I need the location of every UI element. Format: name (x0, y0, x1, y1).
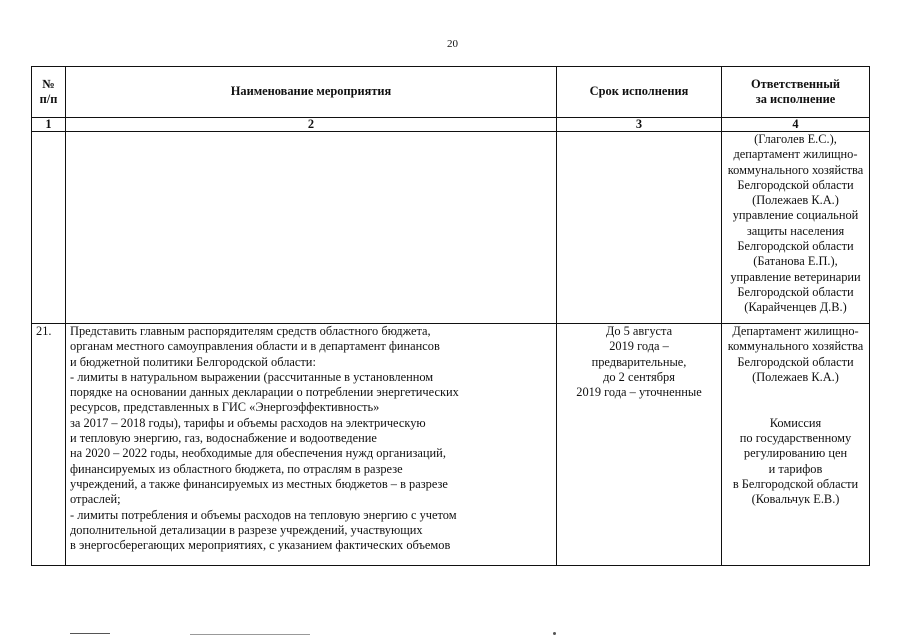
column-number-2: 2 (66, 118, 557, 132)
table-row-21 (32, 324, 870, 566)
header-responsible-line: Ответственный (750, 76, 841, 91)
activities-table (31, 66, 870, 566)
responsible-line: (Батанова Е.П.), (753, 254, 838, 269)
activity-text-line: в энергосберегающих мероприятиях, с указанием фактических объемов (70, 538, 451, 553)
responsible-line: (Полежаев К.А.) (752, 193, 839, 208)
activity-text-line: дополнительной детализации в разрезе учреждений, участвующих (70, 522, 423, 537)
page-number: 20 (447, 38, 458, 50)
responsible-line: (Карайченцев Д.В.) (744, 300, 847, 315)
row-21-num: 21. (32, 324, 66, 566)
table-header-row (32, 67, 870, 118)
row-21-term (557, 324, 722, 566)
activity-text-line: на 2020 – 2022 годы, необходимые для обеспечения нужд организаций, (70, 446, 446, 461)
responsible-line: по государственному (739, 431, 852, 446)
header-num-line: № (42, 76, 55, 91)
scan-mark-bottom-left (70, 633, 110, 634)
term-line: 2019 года – (609, 339, 669, 354)
responsible-line: защиты населения (746, 223, 845, 238)
activity-text-line: Представить главным распорядителям средств областного бюджета, (70, 324, 431, 338)
header-name: Наименование мероприятия (66, 67, 557, 118)
column-number-4: 4 (722, 118, 870, 132)
term-line: предварительные, (591, 354, 687, 369)
responsible-line: Комиссия (769, 415, 822, 430)
column-number-1: 1 (32, 118, 66, 132)
responsible-line: (Ковальчук Е.В.) (751, 492, 840, 507)
column-numbers-row (32, 118, 870, 132)
continued-responsible (722, 132, 870, 324)
scan-dot (553, 632, 556, 635)
responsible-line: (Полежаев К.А.) (752, 369, 839, 384)
row-21-name (66, 324, 557, 566)
activity-text-line: учреждений, а также финансируемых из местных бюджетов – в разрезе (70, 476, 448, 491)
activity-text-line: финансируемых из областного бюджета, по отраслям в разрезе (70, 461, 403, 476)
responsible-line: департамент жилищно- (733, 147, 858, 162)
continued-num (32, 132, 66, 324)
responsible-line: и тарифов (768, 461, 823, 476)
activity-text-line: - лимиты потребления и объемы расходов на тепловую энергию с учетом (70, 507, 457, 522)
activity-text-line: и тепловую энергию, газ, водоснабжение и водоотведение (70, 431, 377, 446)
responsible-line: (Глаголев Е.С.), (754, 132, 837, 146)
continued-name (66, 132, 557, 324)
header-responsible (722, 67, 870, 118)
activity-text-line: ресурсов, представленных в ГИС «Энергоэффективность» (70, 400, 380, 415)
responsible-gap (726, 385, 865, 400)
activity-text-line: за 2017 – 2018 годы), тарифы и объемы расходов на электрическую (70, 415, 426, 430)
responsible-line: коммунального хозяйства (727, 339, 864, 354)
responsible-line: Белгородской области (737, 177, 854, 192)
term-line: 2019 года – уточненные (576, 385, 702, 400)
responsible-line: управление социальной (732, 208, 859, 223)
responsible-line: Департамент жилищно- (732, 324, 859, 338)
responsible-line: Белгородской области (737, 354, 854, 369)
responsible-line: регулированию цен (743, 446, 848, 461)
activity-text-line: и бюджетной политики Белгородской области: (70, 354, 316, 369)
responsible-line: коммунального хозяйства (727, 162, 864, 177)
continued-term (557, 132, 722, 324)
row-21-responsible (722, 324, 870, 566)
responsible-line: Белгородской области (737, 239, 854, 254)
term-line: до 2 сентября (603, 369, 675, 384)
responsible-gap (726, 400, 865, 415)
activity-text-line: отраслей; (70, 492, 121, 507)
header-term: Срок исполнения (557, 67, 722, 118)
column-number-3: 3 (557, 118, 722, 132)
responsible-line: Белгородской области (737, 284, 854, 299)
scan-mark-bottom-mid (190, 634, 310, 635)
term-line: До 5 августа (605, 324, 673, 338)
header-num (32, 67, 66, 118)
activity-text-line: органам местного самоуправления области и в департамент финансов (70, 339, 440, 354)
activity-text-line: - лимиты в натуральном выражении (рассчитанные в установленном (70, 369, 434, 384)
responsible-line: в Белгородской области (732, 476, 859, 491)
responsible-line: управление ветеринарии (730, 269, 861, 284)
header-responsible-line: за исполнение (755, 92, 836, 106)
header-num-line: п/п (39, 92, 58, 106)
table-row-continued (32, 132, 870, 324)
activity-text-line: порядке на основании данных декларации о потреблении энергетических (70, 385, 459, 400)
